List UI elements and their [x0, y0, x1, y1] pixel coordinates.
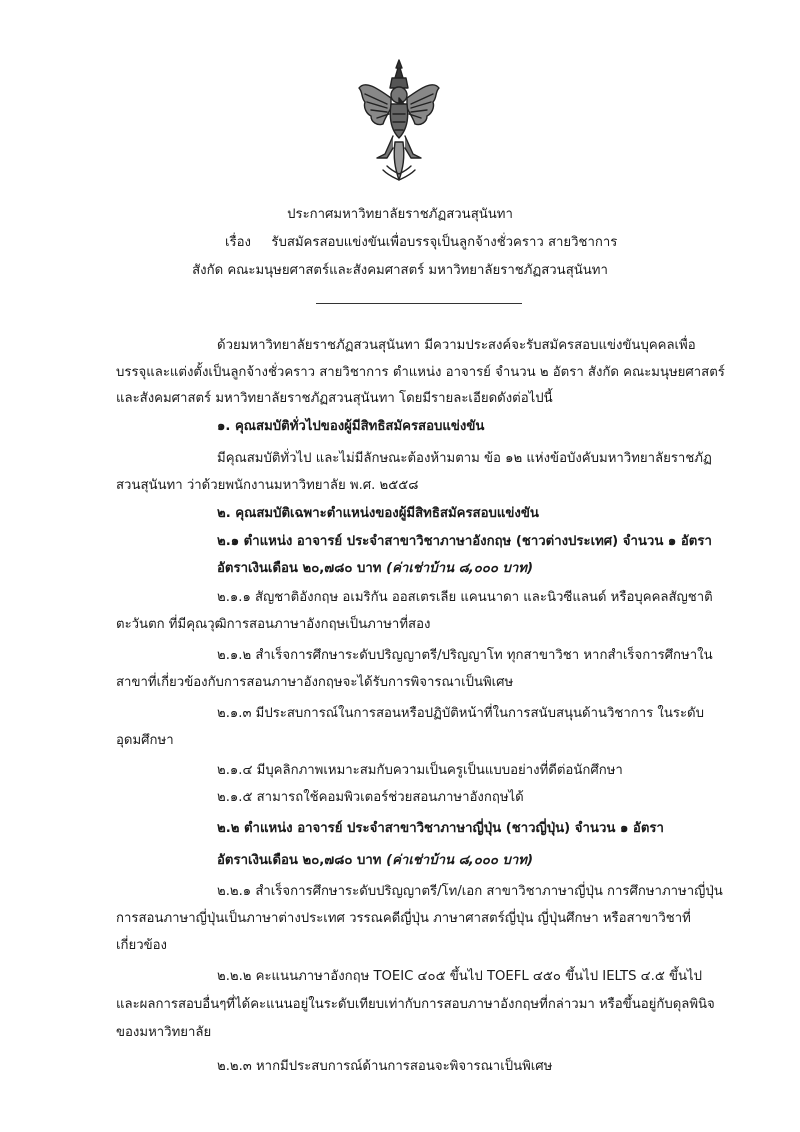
position-2-item-3: ๒.๒.๓ หากมีประสบการณ์ด้านการสอนจะพิจารณาเป็นพิเศษ: [217, 1059, 553, 1074]
announcement-title: ประกาศมหาวิทยาลัยราชภัฏสวนสุนันทา: [287, 207, 513, 222]
section-1-body-2: สวนสุนันทา ว่าด้วยพนักงานมหาวิทยาลัย พ.ศ. ๒๕๕๘: [116, 478, 419, 493]
position-1-item-2b: สาขาที่เกี่ยวข้องกับการสอนภาษาอังกฤษจะได้รับการพิจารณาเป็นพิเศษ: [116, 675, 514, 690]
position-2-item-2c: ของมหาวิทยาลัย: [116, 1025, 212, 1040]
garuda-emblem-icon: [357, 58, 441, 182]
section-1-body-1: มีคุณสมบัติทั่วไป และไม่มีลักษณะต้องห้ามตาม ข้อ ๑๒ แห่งข้อบังคับมหาวิทยาลัยราชภัฏ: [217, 451, 712, 466]
position-1-salary-amount: อัตราเงินเดือน ๒๐,๗๘๐ บาท: [217, 561, 382, 576]
intro-line-1: ด้วยมหาวิทยาลัยราชภัฏสวนสุนันทา มีความประสงค์จะรับสมัครสอบแข่งขันบุคคลเพื่อ: [217, 338, 696, 353]
position-2-housing-allowance: (ค่าเช่าบ้าน ๘,๐๐๐ บาท): [386, 853, 533, 868]
intro-line-3: และสังคมศาสตร์ มหาวิทยาลัยราชภัฏสวนสุนันทา โดยมีรายละเอียดดังต่อไปนี้: [116, 391, 553, 406]
intro-line-2: บรรจุและแต่งตั้งเป็นลูกจ้างชั่วคราว สายวิชาการ ตำแหน่ง อาจารย์ จำนวน ๒ อัตรา สังกัด คณะมนุษยศาสตร์: [116, 365, 725, 380]
position-2-title: ๒.๒ ตำแหน่ง อาจารย์ ประจำสาขาวิชาภาษาญี่ปุ่น (ชาวญี่ปุ่น) จำนวน ๑ อัตรา: [217, 821, 664, 836]
position-1-item-3a: ๒.๑.๓ มีประสบการณ์ในการสอนหรือปฏิบัติหน้าที่ในการสนับสนุนด้านวิชาการ ในระดับ: [217, 706, 704, 721]
position-1-item-1a: ๒.๑.๑ สัญชาติอังกฤษ อเมริกัน ออสเตรเลีย แคนนาดา และนิวซีแลนด์ หรือบุคคลสัญชาติ: [217, 590, 713, 605]
position-2-salary: [217, 852, 533, 870]
position-1-item-2a: ๒.๑.๒ สำเร็จการศึกษาระดับปริญญาตรี/ปริญญาโท ทุกสาขาวิชา หากสำเร็จการศึกษาใน: [217, 648, 713, 663]
subject-text: รับสมัครสอบแข่งขันเพื่อบรรจุเป็นลูกจ้างชั่วคราว สายวิชาการ: [271, 235, 618, 250]
position-1-title: ๒.๑ ตำแหน่ง อาจารย์ ประจำสาขาวิชาภาษาอังกฤษ (ชาวต่างประเทศ) จำนวน ๑ อัตรา: [217, 534, 712, 549]
affiliation-line: สังกัด คณะมนุษยศาสตร์และสังคมศาสตร์ มหาวิทยาลัยราชภัฏสวนสุนันทา: [192, 263, 608, 278]
subject-line: [225, 234, 617, 252]
position-1-housing-allowance: (ค่าเช่าบ้าน ๘,๐๐๐ บาท): [386, 561, 533, 576]
position-2-item-2b: และผลการสอบอื่นๆที่ได้คะแนนอยู่ในระดับเทียบเท่ากับการสอบภาษาอังกฤษที่กล่าวมา หรือขึ้นอยู่กับดุลพินิจ: [116, 997, 715, 1012]
position-1-item-5: ๒.๑.๕ สามารถใช้คอมพิวเตอร์ช่วยสอนภาษาอังกฤษได้: [217, 790, 524, 805]
title-divider: [316, 303, 522, 304]
position-2-item-1c: เกี่ยวข้อง: [116, 938, 167, 953]
position-2-salary-amount: อัตราเงินเดือน ๒๐,๗๘๐ บาท: [217, 853, 382, 868]
position-1-item-1b: ตะวันตก ที่มีคุณวุฒิการสอนภาษาอังกฤษเป็นภาษาที่สอง: [116, 617, 431, 632]
position-1-item-3b: อุดมศึกษา: [116, 733, 174, 748]
section-2-heading: ๒. คุณสมบัติเฉพาะตำแหน่งของผู้มีสิทธิสมัครสอบแข่งขัน: [217, 506, 539, 521]
section-1-heading: ๑. คุณสมบัติทั่วไปของผู้มีสิทธิสมัครสอบแข่งขัน: [217, 419, 485, 434]
position-2-item-1a: ๒.๒.๑ สำเร็จการศึกษาระดับปริญญาตรี/โท/เอก สาขาวิชาภาษาญี่ปุ่น การศึกษาภาษาญี่ปุ่น: [217, 884, 723, 899]
subject-label: เรื่อง: [225, 235, 251, 250]
position-1-salary: [217, 560, 533, 578]
position-2-item-1b: การสอนภาษาญี่ปุ่นเป็นภาษาต่างประเทศ วรรณคดีญี่ปุ่น ภาษาศาสตร์ญี่ปุ่น ญี่ปุ่นศึกษา หรือสาขาวิชาที่: [116, 911, 691, 926]
position-1-item-4: ๒.๑.๔ มีบุคลิกภาพเหมาะสมกับความเป็นครูเป็นแบบอย่างที่ดีต่อนักศึกษา: [217, 763, 623, 778]
position-2-item-2a: ๒.๒.๒ คะแนนภาษาอังกฤษ TOEIC ๔๐๕ ขึ้นไป TOEFL ๔๕๐ ขึ้นไป IELTS ๔.๕ ขึ้นไป: [217, 969, 703, 984]
